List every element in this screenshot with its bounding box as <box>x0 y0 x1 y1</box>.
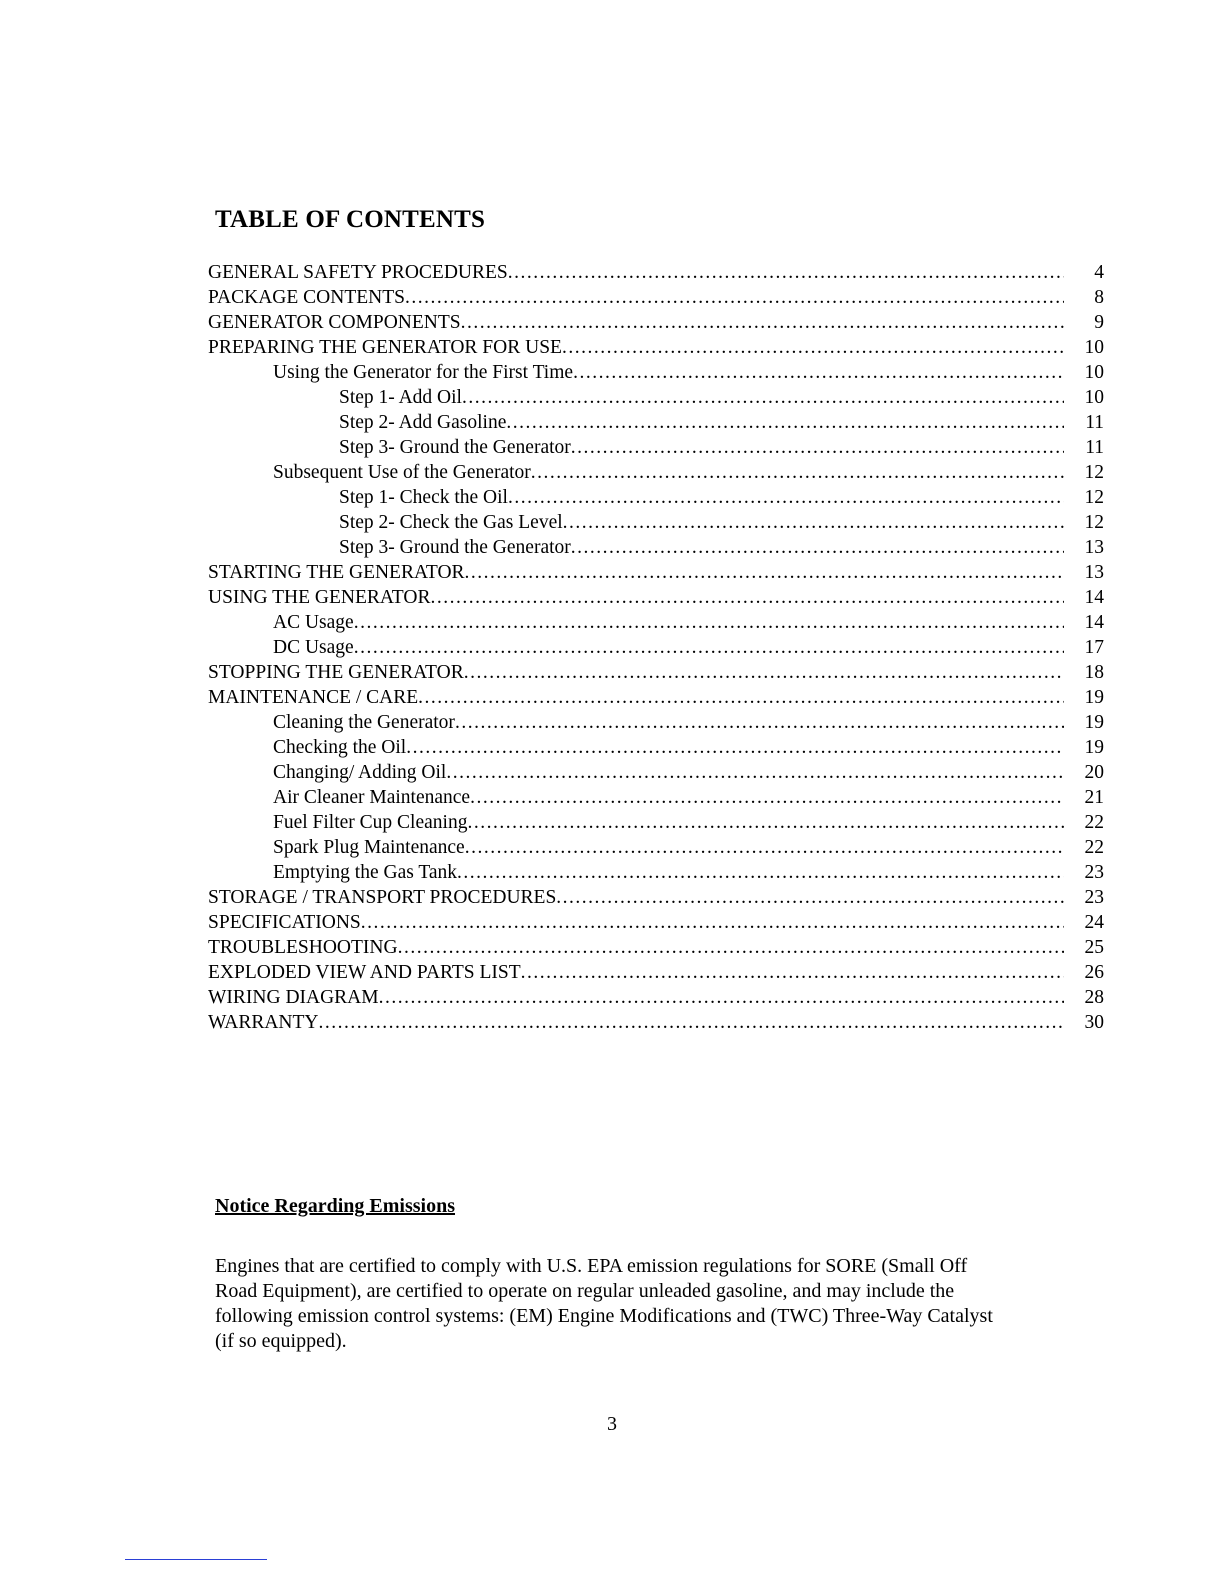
toc-entry-label: TROUBLESHOOTING <box>208 937 398 958</box>
toc-entry-label: STOPPING THE GENERATOR <box>208 662 464 683</box>
toc-entry-page: 11 <box>1085 412 1104 433</box>
toc-entry-label: DC Usage <box>273 637 354 658</box>
toc-entry-label: STORAGE / TRANSPORT PROCEDURES <box>208 887 557 908</box>
toc-entry <box>208 735 1104 760</box>
toc-entry-page: 17 <box>1084 637 1104 658</box>
toc-leader-dots <box>398 935 1064 960</box>
toc-entry-label: Step 2- Add Gasoline <box>339 412 507 433</box>
toc-entry-label: WIRING DIAGRAM <box>208 987 379 1008</box>
toc-leader-dots <box>405 285 1064 310</box>
toc-entry <box>208 885 1104 910</box>
toc-entry-label: Air Cleaner Maintenance <box>273 787 471 808</box>
toc-entry <box>208 635 1104 660</box>
toc-entry-page: 19 <box>1084 687 1104 708</box>
toc-entry-page: 23 <box>1084 862 1104 883</box>
toc-leader-dots <box>379 985 1064 1010</box>
toc-leader-dots <box>467 810 1064 835</box>
toc-leader-dots <box>354 610 1064 635</box>
toc-entry-page: 12 <box>1084 512 1104 533</box>
toc-leader-dots <box>354 635 1064 660</box>
toc-leader-dots <box>319 1010 1065 1035</box>
notice-heading: Notice Regarding Emissions <box>215 1195 455 1217</box>
toc-entry-label: Step 3- Ground the Generator <box>339 537 571 558</box>
toc-entry <box>208 935 1104 960</box>
toc-leader-dots <box>465 835 1064 860</box>
toc-entry-page: 19 <box>1084 737 1104 758</box>
toc-leader-dots <box>461 310 1064 335</box>
toc-entry-label: AC Usage <box>273 612 354 633</box>
toc-leader-dots <box>457 860 1064 885</box>
toc-entry-label: Cleaning the Generator <box>273 712 455 733</box>
toc-entry-page: 4 <box>1094 262 1104 283</box>
toc-entry-page: 12 <box>1084 462 1104 483</box>
toc-leader-dots <box>464 660 1064 685</box>
toc-entry-page: 21 <box>1084 787 1104 808</box>
toc-entry <box>208 285 1104 310</box>
toc-entry-page: 9 <box>1094 312 1104 333</box>
toc-entry <box>208 760 1104 785</box>
toc-entry <box>208 435 1104 460</box>
toc-leader-dots <box>470 785 1064 810</box>
toc-entry-label: Step 1- Check the Oil <box>339 487 508 508</box>
toc-entry-label: Step 1- Add Oil <box>339 387 462 408</box>
toc-title: TABLE OF CONTENTS <box>215 206 486 233</box>
toc-entry <box>208 810 1104 835</box>
page-number: 3 <box>607 1413 617 1435</box>
toc-entry-page: 11 <box>1085 437 1104 458</box>
toc-leader-dots <box>508 260 1064 285</box>
toc-entry-label: USING THE GENERATOR <box>208 587 431 608</box>
toc-entry-label: Step 2- Check the Gas Level <box>339 512 563 533</box>
toc-entry-page: 22 <box>1084 812 1104 833</box>
toc-entry <box>208 685 1104 710</box>
toc-leader-dots <box>361 910 1064 935</box>
toc-entry <box>208 785 1104 810</box>
toc-entry <box>208 485 1104 510</box>
toc-leader-dots <box>531 460 1064 485</box>
toc-entry-page: 13 <box>1084 537 1104 558</box>
toc-entry-label: Emptying the Gas Tank <box>273 862 458 883</box>
toc-leader-dots <box>571 535 1064 560</box>
toc-leader-dots <box>521 960 1064 985</box>
toc-entry-label: Spark Plug Maintenance <box>273 837 465 858</box>
toc-entry <box>208 710 1104 735</box>
toc-leader-dots <box>406 735 1064 760</box>
notice-body: Engines that are certified to comply with U.S. EPA emission regulations for SORE (Small Off Road Equipment), are certified to operate on regular unleaded gasoline, and may include the following emission control systems: (EM) Engine Modifications and (TWC) Three-Way Catalyst (if so equipped). <box>215 1255 993 1352</box>
toc-entry <box>208 860 1104 885</box>
toc-entry-page: 22 <box>1084 837 1104 858</box>
toc-entry-label: Using the Generator for the First Time <box>273 362 574 383</box>
toc-entry-page: 19 <box>1084 712 1104 733</box>
toc-entry-page: 13 <box>1084 562 1104 583</box>
toc-leader-dots <box>508 485 1064 510</box>
toc-entry <box>208 985 1104 1010</box>
toc-leader-dots <box>430 585 1064 610</box>
toc-entry-label: GENERATOR COMPONENTS <box>208 312 461 333</box>
toc-entry <box>208 660 1104 685</box>
toc-entry <box>208 535 1104 560</box>
toc-entry-page: 18 <box>1084 662 1104 683</box>
toc-entry <box>208 510 1104 535</box>
toc-leader-dots <box>562 335 1064 360</box>
toc-entry <box>208 960 1104 985</box>
toc-list <box>208 260 1104 1035</box>
toc-entry <box>208 310 1104 335</box>
toc-entry-label: Fuel Filter Cup Cleaning <box>273 812 468 833</box>
toc-entry-page: 23 <box>1084 887 1104 908</box>
toc-entry-label: WARRANTY <box>208 1012 319 1033</box>
toc-entry <box>208 260 1104 285</box>
toc-entry-label: PACKAGE CONTENTS <box>208 287 406 308</box>
toc-entry <box>208 835 1104 860</box>
toc-entry-page: 10 <box>1084 337 1104 358</box>
toc-leader-dots <box>446 760 1064 785</box>
toc-entry <box>208 410 1104 435</box>
toc-leader-dots <box>571 435 1064 460</box>
toc-entry-label: EXPLODED VIEW AND PARTS LIST <box>208 962 521 983</box>
toc-entry <box>208 560 1104 585</box>
toc-leader-dots <box>573 360 1064 385</box>
toc-entry-label: STARTING THE GENERATOR <box>208 562 465 583</box>
toc-entry <box>208 360 1104 385</box>
toc-entry-page: 24 <box>1084 912 1104 933</box>
toc-entry-label: Changing/ Adding Oil <box>273 762 447 783</box>
toc-leader-dots <box>455 710 1064 735</box>
toc-entry-page: 25 <box>1084 937 1104 958</box>
toc-entry-page: 10 <box>1084 362 1104 383</box>
toc-entry-page: 8 <box>1094 287 1104 308</box>
toc-entry <box>208 460 1104 485</box>
toc-entry-page: 14 <box>1084 612 1104 633</box>
toc-leader-dots <box>465 560 1064 585</box>
toc-entry-label: Checking the Oil <box>273 737 407 758</box>
toc-entry-label: Step 3- Ground the Generator <box>339 437 571 458</box>
toc-entry <box>208 385 1104 410</box>
toc-entry-page: 30 <box>1084 1012 1104 1033</box>
toc-entry <box>208 335 1104 360</box>
toc-entry-page: 14 <box>1084 587 1104 608</box>
toc-entry-page: 12 <box>1084 487 1104 508</box>
toc-entry-page: 26 <box>1084 962 1104 983</box>
toc-leader-dots <box>506 410 1064 435</box>
toc-entry-page: 10 <box>1084 387 1104 408</box>
toc-entry-label: GENERAL SAFETY PROCEDURES <box>208 262 508 283</box>
toc-leader-dots <box>418 685 1064 710</box>
toc-entry <box>208 910 1104 935</box>
toc-leader-dots <box>563 510 1064 535</box>
toc-entry-label: PREPARING THE GENERATOR FOR USE <box>208 337 562 358</box>
toc-leader-dots <box>462 385 1064 410</box>
toc-entry <box>208 1010 1104 1035</box>
toc-entry-label: SPECIFICATIONS <box>208 912 361 933</box>
toc-leader-dots <box>556 885 1064 910</box>
toc-entry-label: Subsequent Use of the Generator <box>273 462 531 483</box>
toc-entry-page: 28 <box>1084 987 1104 1008</box>
footnote-divider <box>125 1559 267 1560</box>
toc-entry <box>208 585 1104 610</box>
toc-entry <box>208 610 1104 635</box>
toc-entry-page: 20 <box>1084 762 1104 783</box>
toc-entry-label: MAINTENANCE / CARE <box>208 687 419 708</box>
